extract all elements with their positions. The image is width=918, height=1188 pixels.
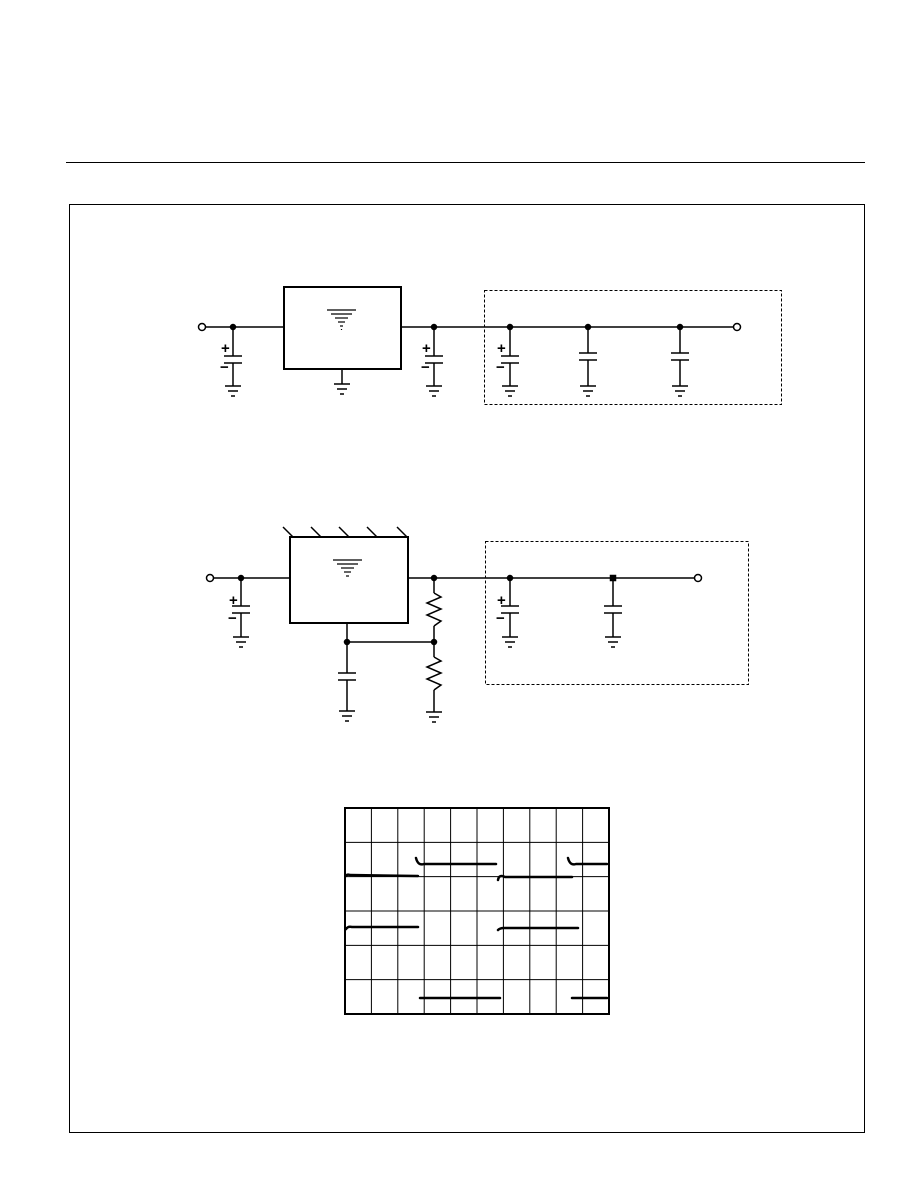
circuit-middle-polarity xyxy=(228,592,506,627)
figure-frame xyxy=(70,205,865,1133)
polarity-plus: + xyxy=(497,340,506,357)
scope-trace-segment xyxy=(346,927,418,929)
polarity-minus: − xyxy=(228,610,237,627)
regulator-logo-icon xyxy=(327,310,356,330)
ground-icon xyxy=(672,386,688,396)
regulator-block xyxy=(290,537,408,623)
ground-icon xyxy=(580,386,596,396)
regulator-pins xyxy=(283,527,407,537)
regulator-logo-icon xyxy=(333,560,362,576)
scope-screen xyxy=(345,808,609,1014)
resistor-icon xyxy=(427,593,441,626)
scope-trace-segment xyxy=(498,876,572,880)
scope-grid xyxy=(345,808,609,1014)
polarity-plus: + xyxy=(497,592,506,609)
ground-icon xyxy=(225,386,241,396)
resistor-icon xyxy=(427,657,441,690)
polarity-minus: − xyxy=(496,359,505,376)
input-terminal xyxy=(199,324,206,331)
polarity-minus: − xyxy=(220,359,229,376)
ground-icon xyxy=(233,637,249,647)
ground-icon xyxy=(502,637,518,647)
polarity-minus: − xyxy=(421,359,430,376)
ground-icon xyxy=(426,386,442,396)
scope-trace-segment xyxy=(346,875,418,876)
polarity-minus: − xyxy=(496,610,505,627)
scope-trace-segment xyxy=(568,858,607,864)
circuit-middle xyxy=(207,527,749,722)
circuit-top xyxy=(199,287,782,405)
polarity-plus: + xyxy=(422,340,431,357)
polarity-plus: + xyxy=(229,592,238,609)
ground-icon xyxy=(426,712,442,722)
output-terminal xyxy=(695,575,702,582)
ground-icon xyxy=(339,711,355,721)
scope-trace-segment xyxy=(416,858,496,864)
output-terminal xyxy=(734,324,741,331)
load-box xyxy=(485,291,782,405)
ground-icon xyxy=(334,384,350,394)
polarity-plus: + xyxy=(221,340,230,357)
circuit-top-polarity xyxy=(220,340,506,376)
ground-icon xyxy=(502,386,518,396)
regulator-block xyxy=(284,287,401,369)
scope-trace-segment xyxy=(498,928,578,930)
input-terminal xyxy=(207,575,214,582)
ground-icon xyxy=(605,637,621,647)
